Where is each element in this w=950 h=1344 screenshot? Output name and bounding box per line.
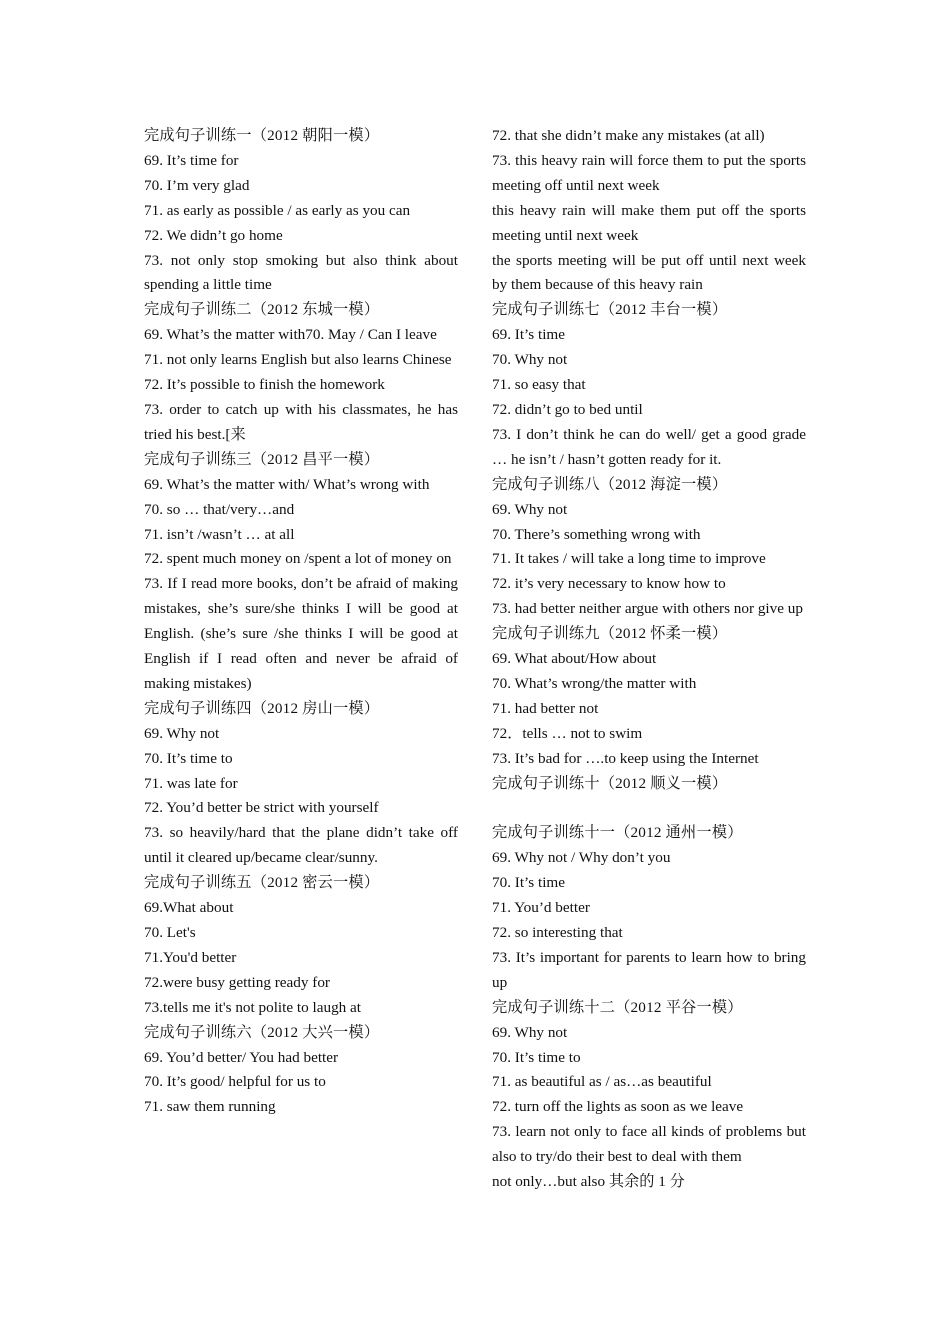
answer-line: this heavy rain will make them put off the sports meeting until next week — [492, 201, 806, 244]
section-heading: 完成句子训练六（2012 大兴一模） — [144, 1023, 380, 1041]
right-column — [492, 124, 806, 1195]
answer-line: 71. had better not — [492, 699, 599, 717]
answer-line: 72. so interesting that — [492, 923, 623, 941]
answer-line: 69. Why not — [492, 1023, 568, 1041]
answer-line: 73. this heavy rain will force them to put the sports meeting off until next week — [492, 151, 806, 194]
answer-line: 71. It takes / will take a long time to improve — [492, 550, 766, 568]
answer-line: 72. spent much money on /spent a lot of money on — [144, 550, 452, 568]
section-heading: 完成句子训练四（2012 房山一模） — [144, 699, 380, 717]
section-heading: 完成句子训练七（2012 丰台一模） — [492, 301, 728, 319]
answer-line: 73. not only stop smoking but also think about spending a little time — [144, 251, 458, 294]
answer-line: 72. didn’t go to bed until — [492, 400, 643, 418]
answer-line: 70. so … that/very…and — [144, 500, 295, 518]
answer-line: 71. as beautiful as / as…as beautiful — [492, 1073, 712, 1091]
section-heading: 完成句子训练三（2012 昌平一模） — [144, 450, 380, 468]
answer-line: 73. had better neither argue with others nor give up — [492, 600, 803, 618]
answer-line: 69. What’s the matter with70. May / Can I leave — [144, 326, 437, 344]
answer-line: 73. so heavily/hard that the plane didn’t take off until it cleared up/became clear/sunny. — [144, 824, 458, 867]
right-blank-line — [492, 796, 806, 821]
answer-line: 72. turn off the lights as soon as we leave — [492, 1098, 744, 1116]
answer-line: 71. saw them running — [144, 1098, 276, 1116]
answer-line: the sports meeting will be put off until next week by them because of this heavy rain — [492, 251, 806, 294]
answer-line: 73. order to catch up with his classmates, he has tried his best.[来 — [144, 400, 458, 443]
section-heading: 完成句子训练十二（2012 平谷一模） — [492, 998, 743, 1016]
answer-line: 72. We didn’t go home — [144, 226, 283, 244]
answer-line: 73. If I read more books, don’t be afraid of making mistakes, she’s sure/she thinks I will be good at English. (she’s sure /she thinks I will be good at English if I read often and never be afraid of making mistakes) — [144, 575, 458, 692]
answer-line: 69. What about/How about — [492, 650, 657, 668]
section-heading: 完成句子训练十一（2012 通州一模） — [492, 824, 743, 842]
answer-line: 71.You'd better — [144, 948, 237, 966]
answer-line: 69. Why not — [144, 724, 220, 742]
answer-line: 70. What’s wrong/the matter with — [492, 674, 697, 692]
answer-line: 73.tells me it's not polite to laugh at — [144, 998, 362, 1016]
answer-line: 72. it’s very necessary to know how to — [492, 575, 726, 593]
answer-line: 71. so easy that — [492, 376, 586, 394]
left-column — [144, 124, 458, 1120]
answer-line: 70. There’s something wrong with — [492, 525, 701, 543]
answer-line: 72. It’s possible to finish the homework — [144, 376, 385, 394]
answer-line: 70. It’s time to — [144, 749, 233, 767]
answer-line: 70. It’s time to — [492, 1048, 581, 1066]
answer-line: 69. You’d better/ You had better — [144, 1048, 339, 1066]
answer-line: 70. It’s good/ helpful for us to — [144, 1073, 326, 1091]
answer-line: 72. You’d better be strict with yourself — [144, 799, 379, 817]
section-heading: 完成句子训练五（2012 密云一模） — [144, 874, 380, 892]
answer-line: 71. as early as possible / as early as you can — [144, 201, 411, 219]
section-heading: 完成句子训练十（2012 顺义一模） — [492, 774, 728, 792]
answer-line: not only…but also 其余的 1 分 — [492, 1173, 685, 1191]
answer-line: 73. It’s important for parents to learn how to bring up — [492, 948, 806, 991]
answer-line: 71. You’d better — [492, 899, 590, 917]
answer-line: 69. It’s time — [492, 326, 565, 344]
section-heading: 完成句子训练二（2012 东城一模） — [144, 301, 380, 319]
answer-line: 73. It’s bad for ….to keep using the Internet — [492, 749, 759, 767]
answer-line: 72．tells … not to swim — [492, 724, 643, 742]
answer-line: 71. isn’t /wasn’t … at all — [144, 525, 295, 543]
answer-line: 69. What’s the matter with/ What’s wrong with — [144, 475, 430, 493]
answer-line: 70. I’m very glad — [144, 176, 250, 194]
answer-line: 69.What about — [144, 899, 234, 917]
answer-line: 73. I don’t think he can do well/ get a good grade … he isn’t / hasn’t gotten ready for it. — [492, 425, 806, 468]
section-heading: 完成句子训练八（2012 海淀一模） — [492, 475, 728, 493]
answer-line: 72.were busy getting ready for — [144, 973, 330, 991]
section-heading: 完成句子训练一（2012 朝阳一模） — [144, 127, 380, 144]
answer-line: 73. learn not only to face all kinds of problems but also to try/do their best to deal with them — [492, 1123, 806, 1166]
section-heading: 完成句子训练九（2012 怀柔一模） — [492, 625, 728, 643]
answer-line: 69. Why not — [492, 500, 568, 518]
answer-line: 69. It’s time for — [144, 151, 239, 169]
answer-line: 72. that she didn’t make any mistakes (at all) — [492, 127, 765, 144]
answer-line: 69. Why not / Why don’t you — [492, 849, 671, 867]
answer-line: 71. not only learns English but also learns Chinese — [144, 351, 452, 369]
answer-line: 71. was late for — [144, 774, 238, 792]
answer-line: 70. It’s time — [492, 874, 565, 892]
answer-line: 70. Why not — [492, 351, 568, 369]
answer-line: 70. Let's — [144, 924, 196, 941]
